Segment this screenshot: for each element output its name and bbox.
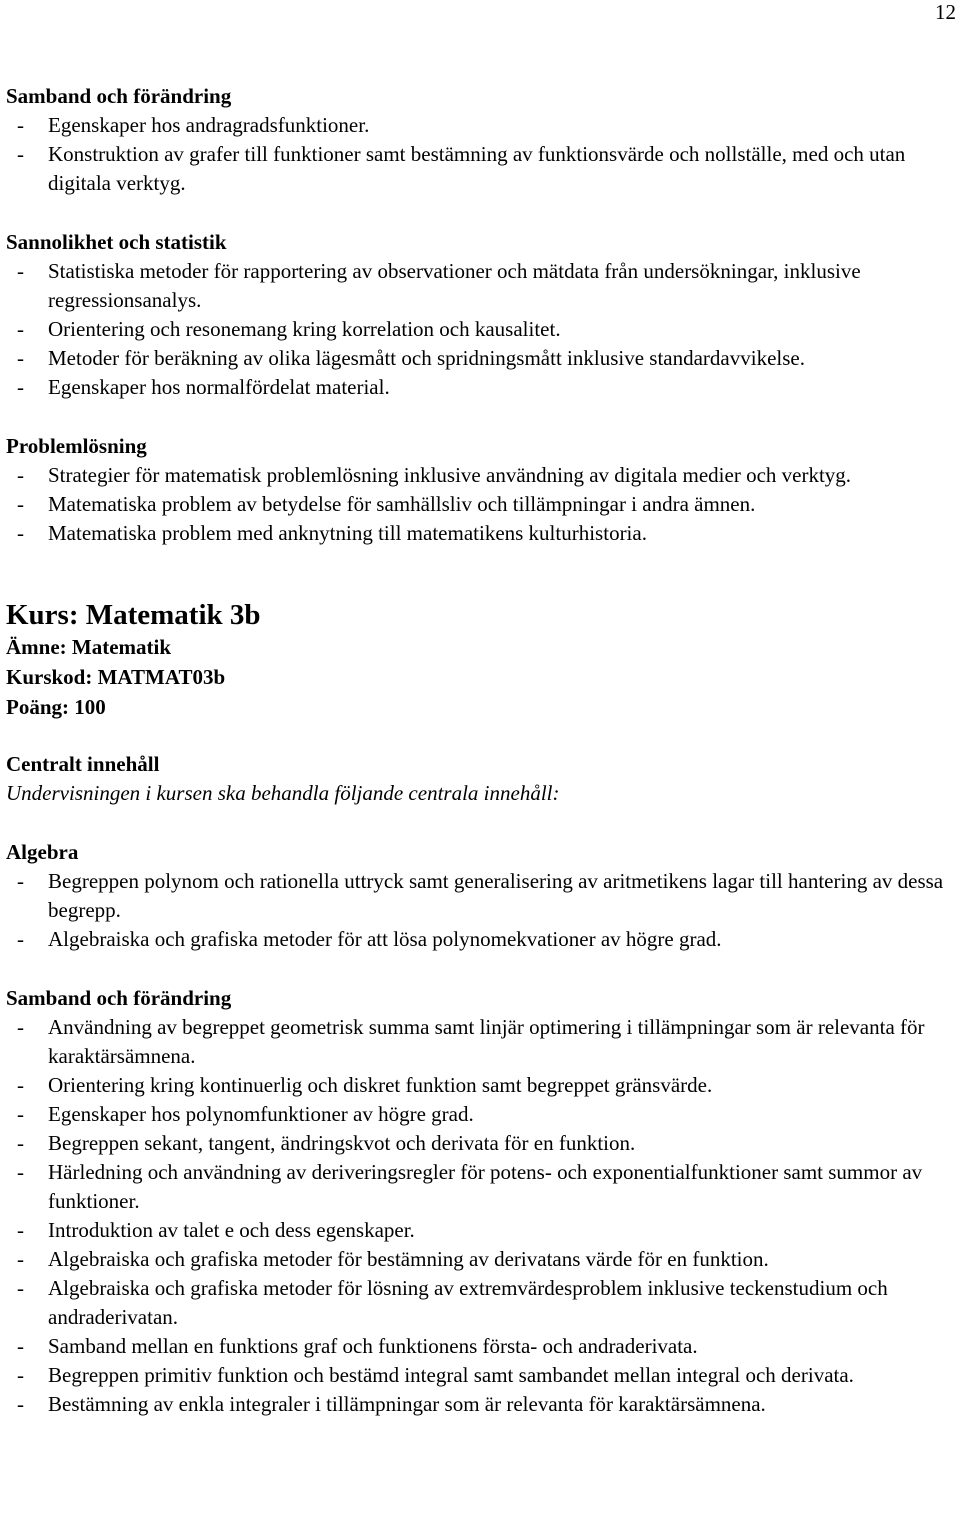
course-code: Kurskod: MATMAT03b	[6, 665, 226, 689]
list-item: - Samband mellan en funktions graf och funktionens första- och andraderivata.	[6, 1332, 946, 1361]
list-item: - Orientering kring kontinuerlig och diskret funktion samt begreppet gränsvärde.	[6, 1071, 946, 1100]
bullet-list	[6, 111, 946, 198]
list-item: - Konstruktion av grafer till funktioner samt bestämning av funktionsvärde och nollställe, med och utan digitala verktyg.	[6, 140, 946, 198]
section-problemlosning	[6, 432, 946, 548]
list-item: - Användning av begreppet geometrisk summa samt linjär optimering i tillämpningar som är relevanta för karaktärsämnena.	[6, 1013, 946, 1071]
section-heading: Sannolikhet och statistik	[6, 230, 227, 254]
list-item: - Egenskaper hos normalfördelat material.	[6, 373, 946, 402]
bullet-list	[6, 461, 946, 548]
list-item: - Egenskaper hos andragradsfunktioner.	[6, 111, 946, 140]
list-item: - Introduktion av talet e och dess egenskaper.	[6, 1216, 946, 1245]
list-item: - Matematiska problem av betydelse för samhällsliv och tillämpningar i andra ämnen.	[6, 490, 946, 519]
list-item: - Algebraiska och grafiska metoder för lösning av extremvärdesproblem inklusive teckenstudium och andraderivatan.	[6, 1274, 946, 1332]
list-item: - Algebraiska och grafiska metoder för bestämning av derivatans värde för en funktion.	[6, 1245, 946, 1274]
list-item: - Matematiska problem med anknytning till matematikens kulturhistoria.	[6, 519, 946, 548]
central-content-intro: Undervisningen i kursen ska behandla följande centrala innehåll:	[6, 781, 560, 805]
course-subject: Ämne: Matematik	[6, 635, 172, 659]
list-item: - Algebraiska och grafiska metoder för att lösa polynomekvationer av högre grad.	[6, 925, 946, 954]
course-header	[6, 598, 946, 808]
list-item: - Orientering och resonemang kring korrelation och kausalitet.	[6, 315, 946, 344]
section-statistik	[6, 228, 946, 402]
section-heading: Problemlösning	[6, 434, 147, 458]
course-title: Kurs: Matematik 3b	[6, 599, 261, 631]
bullet-list	[6, 257, 946, 402]
list-item: - Metoder för beräkning av olika lägesmått och spridningsmått inklusive standardavvikelse.	[6, 344, 946, 373]
course-points: Poäng: 100	[6, 695, 106, 719]
bullet-list	[6, 1013, 946, 1419]
list-item: - Statistiska metoder för rapportering av observationer och mätdata från undersökningar, inklusive regressionsanalys.	[6, 257, 946, 315]
section-heading: Algebra	[6, 840, 79, 864]
bullet-list	[6, 867, 946, 954]
list-item: - Härledning och användning av deriveringsregler för potens- och exponentialfunktioner samt summor av funktioner.	[6, 1158, 946, 1216]
list-item: - Begreppen sekant, tangent, ändringskvot och derivata för en funktion.	[6, 1129, 946, 1158]
section-samband-1	[6, 82, 946, 198]
section-samband-2	[6, 984, 946, 1419]
central-content-heading: Centralt innehåll	[6, 752, 160, 776]
list-item: - Egenskaper hos polynomfunktioner av högre grad.	[6, 1100, 946, 1129]
list-item: - Begreppen primitiv funktion och bestämd integral samt sambandet mellan integral och derivata.	[6, 1361, 946, 1390]
list-item: - Bestämning av enkla integraler i tillämpningar som är relevanta för karaktärsämnena.	[6, 1390, 946, 1419]
list-item: - Strategier för matematisk problemlösning inklusive användning av digitala medier och verktyg.	[6, 461, 946, 490]
section-heading: Samband och förändring	[6, 84, 232, 108]
page-number: 12	[935, 0, 956, 24]
document-body	[6, 82, 946, 1419]
section-algebra	[6, 838, 946, 954]
list-item: - Begreppen polynom och rationella uttryck samt generalisering av aritmetikens lagar till hantering av dessa begrepp.	[6, 867, 946, 925]
section-heading: Samband och förändring	[6, 986, 232, 1010]
